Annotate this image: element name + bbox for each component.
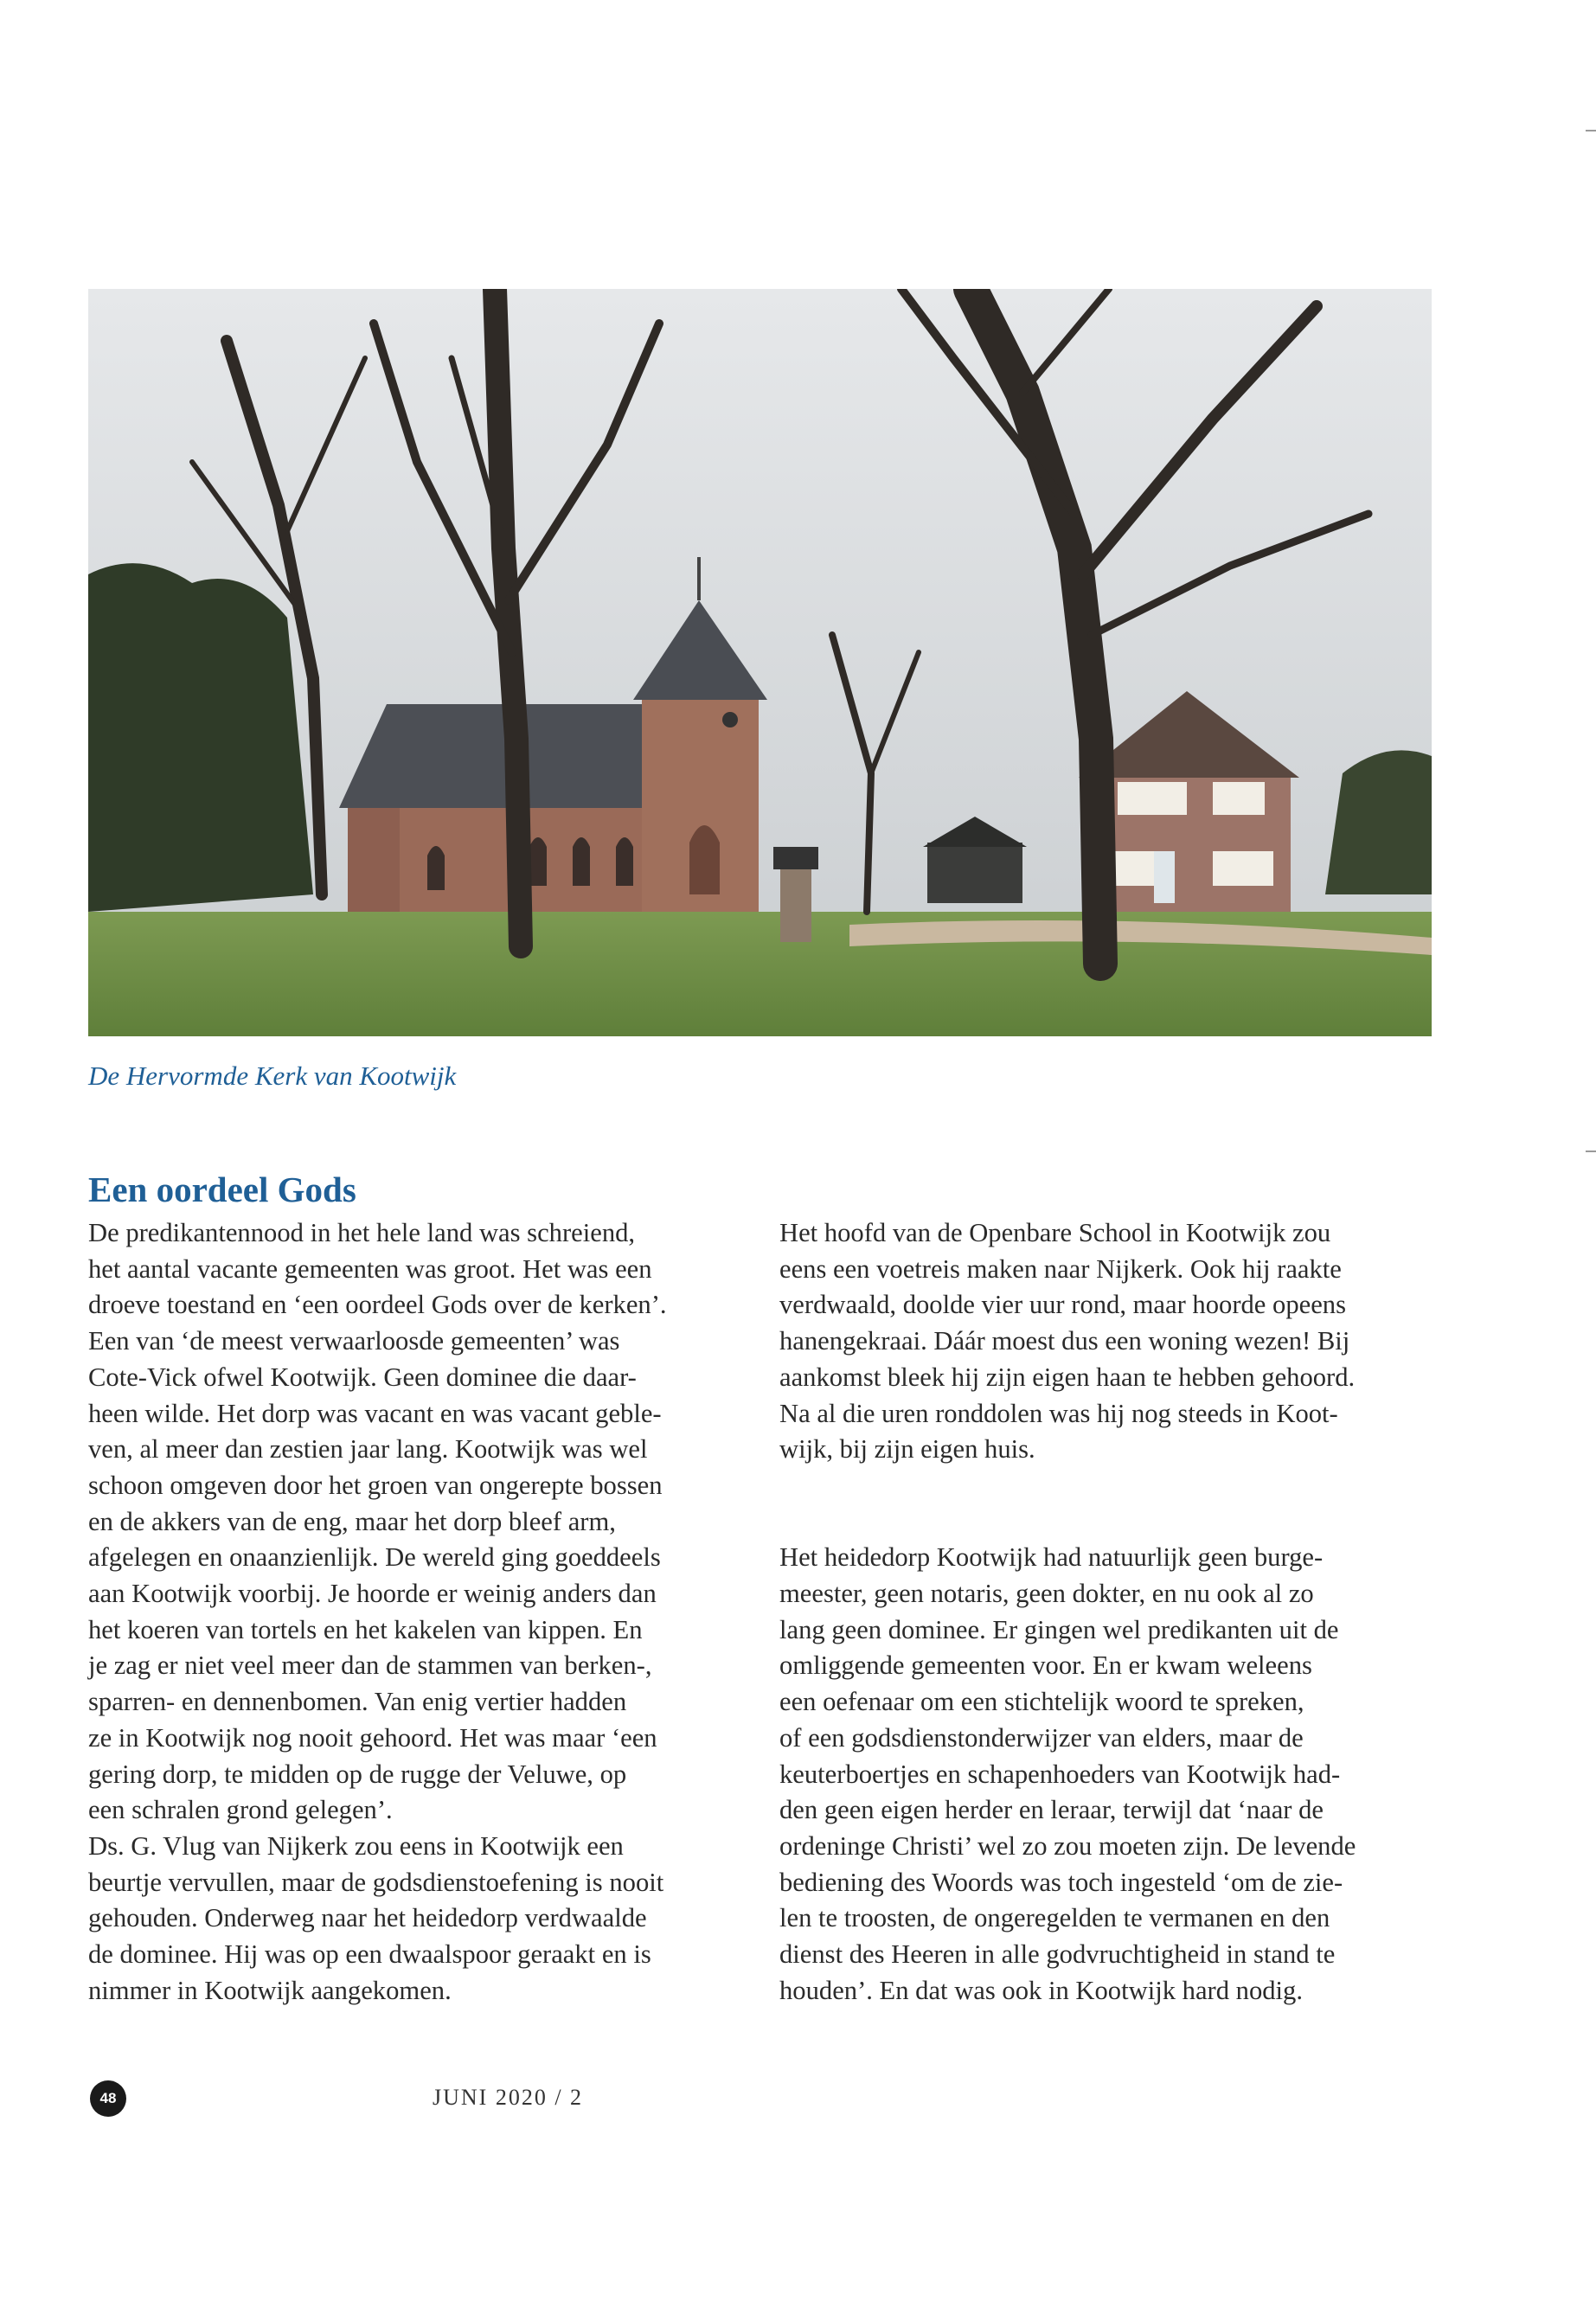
text-line: en de akkers van de eng, maar het dorp bleef arm, [88,1506,616,1536]
text-line: sparren- en dennenbomen. Van enig vertier hadden [88,1687,627,1717]
text-line: droeve toestand en ‘een oordeel Gods over de kerken’. [88,1290,667,1320]
text-line: ven, al meer dan zestien jaar lang. Kootwijk was wel [88,1434,648,1465]
article-column-left [88,1215,754,2009]
text-line: len te troosten, de ongeregelden te vermanen en den [779,1903,1330,1933]
text-line: bediening des Woords was toch ingesteld ‘om de zie- [779,1867,1343,1897]
text-line: een schralen grond gelegen’. [88,1795,393,1825]
photo-caption: De Hervormde Kerk van Kootwijk [88,1061,457,1091]
text-line: wijk, bij zijn eigen huis. [779,1434,1035,1465]
text-line: Het hoofd van de Openbare School in Kootwijk zou [779,1218,1331,1247]
text-line: ze in Kootwijk nog nooit gehoord. Het was maar ‘een [88,1722,657,1753]
text-line: hanengekraai. Dáár moest dus een woning wezen! Bij [779,1326,1350,1356]
text-line: den geen eigen herder en leraar, terwijl dat ‘naar de [779,1795,1324,1825]
text-line: omliggende gemeenten voor. En er kwam weleens [779,1650,1312,1681]
text-line: keuterboertjes en schapenhoeders van Kootwijk had- [779,1759,1341,1789]
text-line: het aantal vacante gemeenten was groot. Het was een [88,1253,652,1284]
text-line: nimmer in Kootwijk aangekomen. [88,1975,452,2005]
issue-label: JUNI 2020 / 2 [433,2085,584,2110]
text-line: gering dorp, te midden op de rugge der Veluwe, op [88,1759,627,1789]
text-line: meester, geen notaris, geen dokter, en nu ook al zo [779,1579,1314,1609]
paragraph-gap [779,1468,1437,1540]
text-line: of een godsdienstonderwijzer van elders, maar de [779,1722,1304,1753]
text-line: gehouden. Onderweg naar het heidedorp verdwaalde [88,1903,647,1933]
text-line: afgelegen en onaanzienlijk. De wereld ging goeddeels [88,1542,661,1573]
article-column-right [779,1215,1437,2009]
text-line: Cote-Vick ofwel Kootwijk. Geen dominee die daar- [88,1362,637,1392]
margin-tick-top [1586,130,1596,131]
text-line: lang geen dominee. Er gingen wel predikanten uit de [779,1614,1339,1644]
margin-tick-mid [1586,1150,1596,1152]
text-line: Na al die uren ronddolen was hij nog steeds in Koot- [779,1398,1338,1428]
church-photo [88,289,1432,1036]
text-line: eens een voetreis maken naar Nijkerk. Ook hij raakte [779,1253,1342,1284]
text-line: aan Kootwijk voorbij. Je hoorde er weinig anders dan [88,1579,657,1609]
text-line: de dominee. Hij was op een dwaalspoor geraakt en is [88,1939,651,1970]
text-line: dienst des Heeren in alle godvruchtigheid in stand te [779,1939,1336,1970]
text-line: heen wilde. Het dorp was vacant en was vacant geble- [88,1398,662,1428]
text-line: verdwaald, doolde vier uur rond, maar hoorde opeens [779,1290,1346,1320]
text-line: beurtje vervullen, maar de godsdienstoefening is nooit [88,1867,664,1897]
article-heading: Een oordeel Gods [88,1170,356,1209]
page-number-badge: 48 [90,2080,126,2117]
text-line: Ds. G. Vlug van Nijkerk zou eens in Kootwijk een [88,1830,624,1861]
text-line: ordeninge Christi’ wel zo zou moeten zijn. De levende [779,1830,1356,1861]
church-photo-illustration [88,289,1432,1036]
text-line: een oefenaar om een stichtelijk woord te spreken, [779,1687,1304,1717]
text-line: schoon omgeven door het groen van ongerepte bossen [88,1470,663,1500]
text-line: je zag er niet veel meer dan de stammen van berken-, [88,1650,652,1681]
text-line: Een van ‘de meest verwaarloosde gemeenten’ was [88,1326,620,1356]
text-line: De predikantennood in het hele land was schreiend, [88,1218,636,1247]
text-line: het koeren van tortels en het kakelen van kippen. En [88,1614,643,1644]
text-line: Het heidedorp Kootwijk had natuurlijk geen burge- [779,1542,1324,1573]
text-line: houden’. En dat was ook in Kootwijk hard nodig. [779,1975,1303,2005]
text-line: aankomst bleek hij zijn eigen haan te hebben gehoord. [779,1362,1356,1392]
